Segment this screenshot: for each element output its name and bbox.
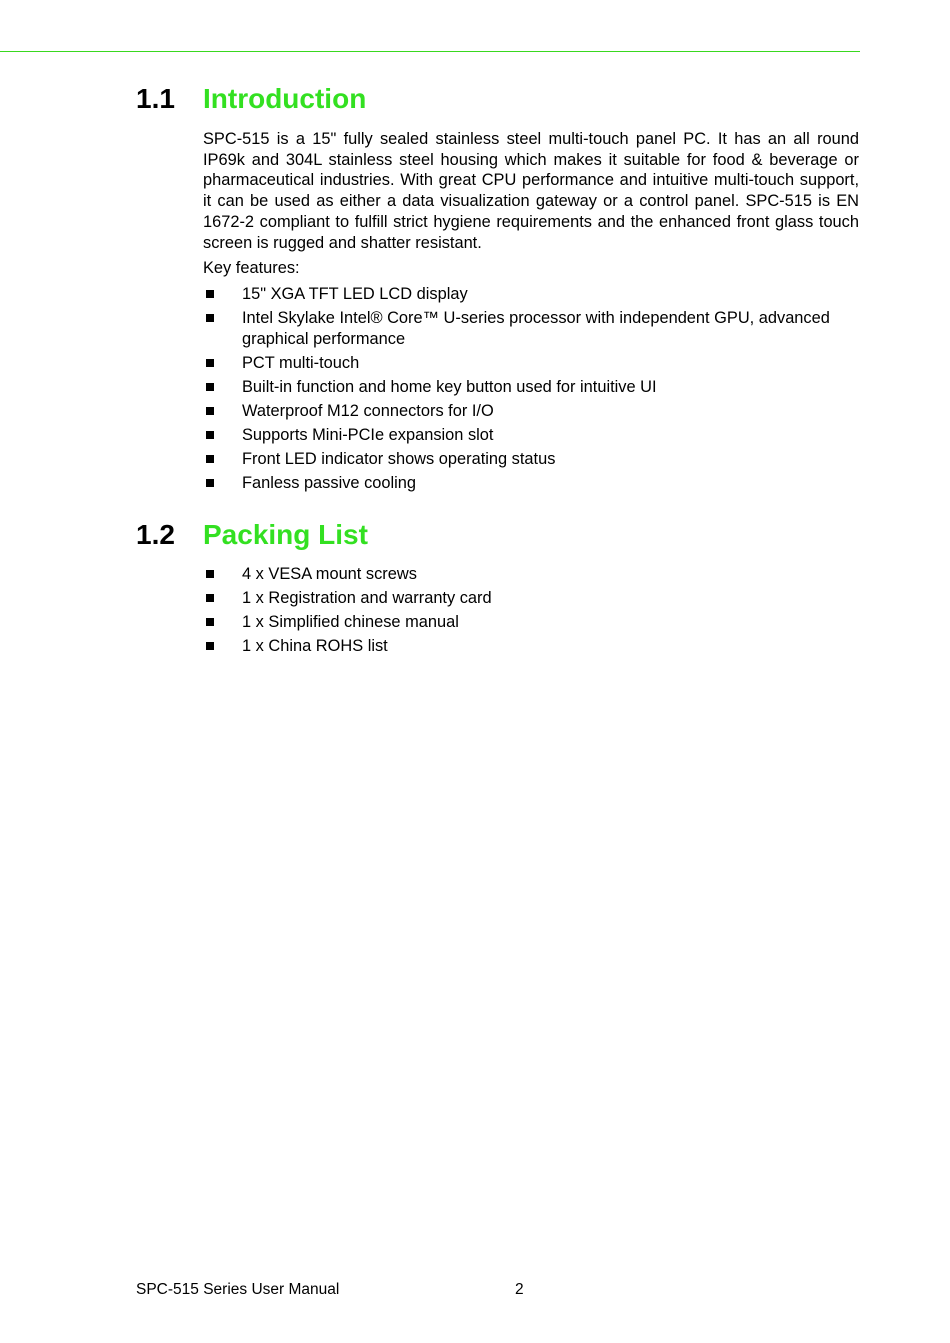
square-bullet-icon xyxy=(206,407,214,415)
packing-list xyxy=(203,564,859,660)
square-bullet-icon xyxy=(206,618,214,626)
square-bullet-icon xyxy=(206,570,214,578)
square-bullet-icon xyxy=(206,594,214,602)
section-number: 1.1 xyxy=(136,83,175,114)
header-rule xyxy=(0,51,860,52)
list-item: Supports Mini-PCIe expansion slot xyxy=(203,425,859,446)
square-bullet-icon xyxy=(206,290,214,298)
footer-manual-title: SPC-515 Series User Manual xyxy=(136,1281,340,1298)
section-number: 1.2 xyxy=(136,519,175,550)
square-bullet-icon xyxy=(206,479,214,487)
section-title: Packing List xyxy=(203,519,368,550)
list-item: Intel Skylake Intel® Core™ U-series processor with independent GPU, advanced graphical performance xyxy=(203,308,859,349)
key-features-label: Key features: xyxy=(203,259,300,277)
list-item: 4 x VESA mount screws xyxy=(203,564,859,585)
section-heading-packing-list xyxy=(136,515,368,555)
section-title: Introduction xyxy=(203,83,367,114)
footer-page-number: 2 xyxy=(515,1281,524,1298)
list-item: 15" XGA TFT LED LCD display xyxy=(203,284,859,305)
list-item: 1 x Registration and warranty card xyxy=(203,588,859,609)
list-item: Waterproof M12 connectors for I/O xyxy=(203,401,859,422)
section-heading-introduction xyxy=(136,79,366,119)
square-bullet-icon xyxy=(206,383,214,391)
square-bullet-icon xyxy=(206,314,214,322)
square-bullet-icon xyxy=(206,642,214,650)
list-item: Built-in function and home key button used for intuitive UI xyxy=(203,377,859,398)
list-item: 1 x Simplified chinese manual xyxy=(203,612,859,633)
square-bullet-icon xyxy=(206,431,214,439)
key-features-list xyxy=(203,284,859,497)
list-item: Front LED indicator shows operating status xyxy=(203,449,859,470)
list-item: Fanless passive cooling xyxy=(203,473,859,494)
list-item: 1 x China ROHS list xyxy=(203,636,859,657)
list-item: PCT multi-touch xyxy=(203,353,859,374)
square-bullet-icon xyxy=(206,359,214,367)
intro-paragraph: SPC-515 is a 15" fully sealed stainless steel multi-touch panel PC. It has an all round IP69k and 304L stainless steel housing which makes it suitable for food & beverage or pharmaceutical industries. With great CPU performance and intuitive multi-touch support, it can be used as either a data visualization gateway or a control panel. SPC-515 is EN 1672-2 compliant to fulfill strict hygiene requirements and the enhanced front glass touch screen is rugged and shatter resistant. xyxy=(203,130,859,252)
square-bullet-icon xyxy=(206,455,214,463)
